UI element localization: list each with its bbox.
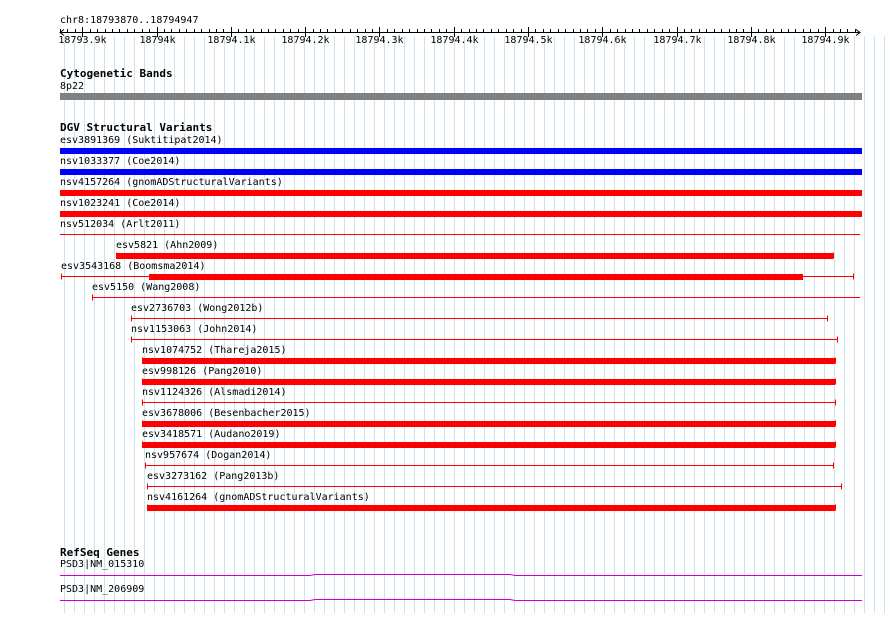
ruler-tick-label: 18794.4k — [430, 35, 479, 46]
ruler-tick-label: 18794.6k — [578, 35, 627, 46]
refseq-gene-label[interactable]: PSD3|NM_206909 — [60, 584, 145, 595]
ruler-tick-label: 18794.1k — [207, 35, 256, 46]
dgv-variant-label[interactable]: nsv1023241 (Coe2014) — [60, 198, 181, 209]
ruler-tick-label: 18794.7k — [653, 35, 702, 46]
refseq-gene-intron-line — [60, 575, 862, 576]
dgv-variant-bar — [60, 148, 862, 154]
ruler-tick-label: 18794.9k — [801, 35, 850, 46]
cytoband-bar — [60, 93, 862, 100]
dgv-variant-bar — [147, 505, 835, 511]
dgv-variant-label[interactable]: nsv4157264 (gnomADStructuralVariants) — [60, 177, 283, 188]
ruler-tick-label: 18794.8k — [727, 35, 776, 46]
dgv-variant-bar — [149, 274, 803, 280]
ruler-tick-label: 18794k — [139, 35, 176, 46]
dgv-variant-label[interactable]: nsv1124326 (Alsmadi2014) — [142, 387, 287, 398]
refseq-track-title: RefSeq Genes — [60, 546, 140, 559]
dgv-variant-label[interactable]: nsv1033377 (Coe2014) — [60, 156, 181, 167]
dgv-variant-bar — [142, 358, 835, 364]
dgv-variant-label[interactable]: esv5150 (Wang2008) — [92, 282, 201, 293]
dgv-variant-label[interactable]: nsv1074752 (Thareja2015) — [142, 345, 287, 356]
dgv-variant-label[interactable]: esv3273162 (Pang2013b) — [147, 471, 280, 482]
dgv-variant-bar — [142, 421, 835, 427]
dgv-variant-label[interactable]: esv5821 (Ahn2009) — [116, 240, 219, 251]
dgv-variant-label[interactable]: esv3543168 (Boomsma2014) — [61, 261, 206, 272]
dgv-variant-label[interactable]: esv998126 (Pang2010) — [142, 366, 263, 377]
dgv-variant-label[interactable]: nsv4161264 (gnomADStructuralVariants) — [147, 492, 370, 503]
dgv-variant-label[interactable]: esv3891369 (Suktitipat2014) — [60, 135, 223, 146]
refseq-gene-intron-line — [60, 600, 862, 601]
dgv-variant-bar — [60, 169, 862, 175]
dgv-variant-label[interactable]: nsv512034 (Arlt2011) — [60, 219, 181, 230]
dgv-variant-bar — [142, 379, 835, 385]
dgv-variant-bar — [60, 190, 862, 196]
dgv-variant-label[interactable]: esv3418571 (Audano2019) — [142, 429, 281, 440]
cytoband-label: 8p22 — [60, 81, 85, 92]
cytoband-track-title: Cytogenetic Bands — [60, 67, 173, 80]
dgv-variant-label[interactable]: nsv1153063 (John2014) — [131, 324, 258, 335]
ruler-tick-label: 18793.9k — [58, 35, 107, 46]
dgv-variant-label[interactable]: nsv957674 (Dogan2014) — [145, 450, 272, 461]
ruler-tick-label: 18794.5k — [504, 35, 553, 46]
dgv-variant-bar — [142, 442, 835, 448]
dgv-track-title: DGV Structural Variants — [60, 121, 213, 134]
region-label: chr8:18793870..18794947 — [60, 15, 199, 26]
dgv-variant-bar — [60, 211, 862, 217]
refseq-gene-label[interactable]: PSD3|NM_015310 — [60, 559, 145, 570]
dgv-variant-bar — [116, 253, 833, 259]
ruler-tick-label: 18794.3k — [355, 35, 404, 46]
dgv-variant-label[interactable]: esv2736703 (Wong2012b) — [131, 303, 264, 314]
dgv-variant-label[interactable]: esv3678006 (Besenbacher2015) — [142, 408, 311, 419]
ruler-tick-label: 18794.2k — [281, 35, 330, 46]
